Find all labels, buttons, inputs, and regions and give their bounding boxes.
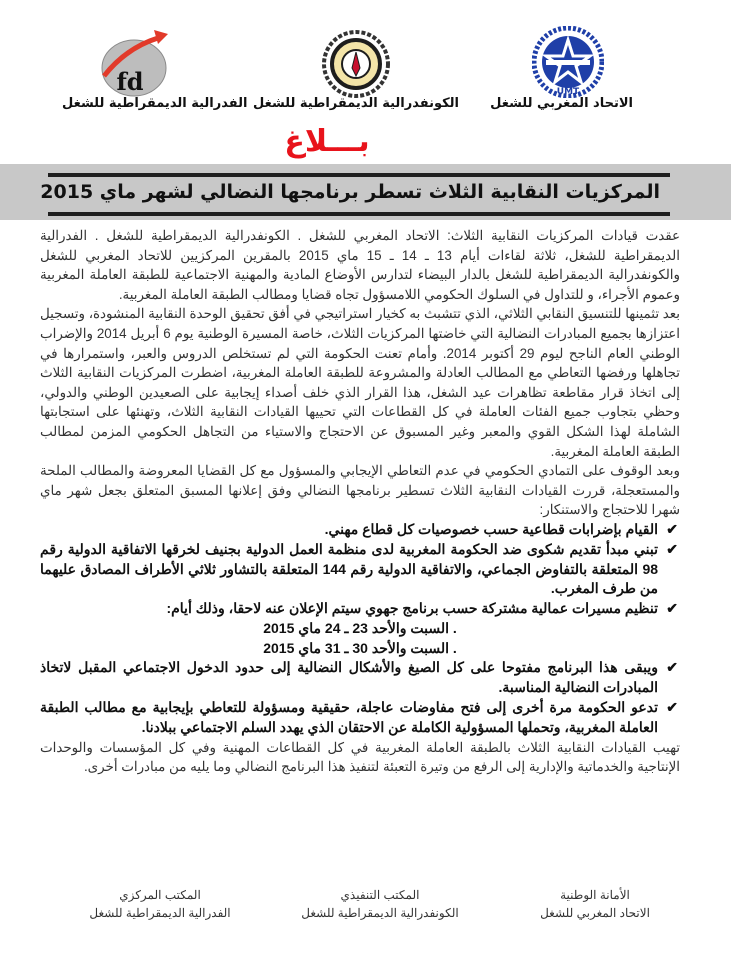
headline-top-rule <box>48 173 670 177</box>
signature-office: الأمانة الوطنية <box>560 888 630 902</box>
signature-office: المكتب التنفيذي <box>340 888 420 902</box>
signature-cdt <box>290 886 470 922</box>
action-text: القيام بإضرابات قطاعية حسب خصوصيات كل قطاع مهني. <box>324 520 658 537</box>
action-text: تدعو الحكومة مرة أخرى إلى فتح مفاوضات عاجلة، حقيقية ومسؤولة للتعاطي بإيجابية مع مطالب الطبقة العاملة المغربية، وتحملها المسؤولية الكاملة عن الاحتقان الذي يهدد السلم الاجتماعي ببلادنا. <box>40 699 658 735</box>
date-line: . السبت والأحد 23 ـ 24 ماي 2015 <box>263 619 457 636</box>
signature-org: الكونفدرالية الديمقراطية للشغل <box>301 906 459 920</box>
checkmark-icon: ✔ <box>666 600 678 617</box>
checkmark-icon: ✔ <box>666 520 678 537</box>
checkmark-icon: ✔ <box>666 659 678 676</box>
cdt-gear-emblem-icon <box>322 30 390 98</box>
date-line: . السبت والأحد 30 ـ 31 ماي 2015 <box>263 639 457 656</box>
umt-caption: الاتحاد المغربي للشغل <box>490 96 633 111</box>
cdt-caption: الكونفدرالية الديمقراطية للشغل <box>253 96 459 111</box>
umt-logo <box>532 26 604 98</box>
closing-paragraph: تهيب القيادات النقابية الثلاث بالطبقة العاملة المغربية في كل القطاعات المهنية وفي كل المؤسسات والوحدات الإنتاجية والخدماتية والإدارية إلى الرفع من وتيرة التعبئة لتنفيذ هذا البرنامج النضالي وما يليه من مبادرات أخرى. <box>40 739 680 775</box>
action-item <box>40 658 680 698</box>
signature-office: المكتب المركزي <box>119 888 201 902</box>
document-body <box>40 226 680 777</box>
svg-text:UMT: UMT <box>556 87 580 97</box>
action-list-2 <box>40 658 680 737</box>
signature-fdt <box>80 886 240 922</box>
action-list-1 <box>40 520 680 619</box>
action-text: تبني مبدأ تقديم شكوى ضد الحكومة المغربية لدى منظمة العمل الدولية بجنيف لخرقها الاتفاقية الدولية رقم 98 المتعلقة بالتفاوض الجماعي، والاتفاقية الدولية رقم 144 المتعلقة بالتشاور ثلاثي الأطراف المصادق عليهما من طرف المغرب. <box>40 540 659 597</box>
cdt-logo <box>322 30 390 98</box>
svg-text:fd: fd <box>116 67 144 96</box>
action-text: ويبقى هذا البرنامج مفتوحا على كل الصيغ والأشكال النضالية إلى حدود الدخول الاجتماعي المقبل لاتخاذ المبادرات النضالية المناسبة. <box>40 659 658 696</box>
fdt-globe-emblem-icon <box>96 28 178 98</box>
context-paragraph: بعد تثمينها للتنسيق النقابي الثلاثي، الذي تتشبث به كخيار استراتيجي في أفق تحقيق الوحدة النقابية المنشودة، وتسجيل اعتزازها بجميع المبادرات النضالية التي خاضتها المركزيات الثلاث، خاصة المسيرة الوطنية يوم 6 أبريل 2014 والإضراب الوطني العام الناجح ليوم 29 أكتوبر 2014. وأمام تعنت الحكومة التي لم تستخلص الدروس والعبر، واستمرارها في تجاهلها ورفضها التعاطي مع المطالب العادلة والمشروعة للطبقة العاملة المغربية، اضطرت المركزيات النقابية الثلاث إلى اتخاذ قرار مقاطعة تظاهرات عيد الشغل، هذا القرار الذي خلف أصداء إيجابية على الصعيدين الوطني والدولي، وحظي بتجاوب جميع الفئات العاملة في كل القطاعات التي تحييها القيادات النقابية الثلاث، وتهنئها على استجابتها الشاملة لهذا الشكل القوي والمعبر وغير المسبوق عن الاحتجاج والاستياء من التجاهل الحكومي المزمن لمطالب الطبقة العاملة المغربية. <box>40 306 680 459</box>
signature-umt <box>520 886 670 922</box>
action-item <box>40 520 680 540</box>
headline-title: المركزيات النقابية الثلاث تسطر برنامجها النضالي لشهر ماي 2015 <box>40 181 660 203</box>
checkmark-icon: ✔ <box>666 699 678 716</box>
fdt-caption: الفدرالية الديمقراطية للشغل <box>62 96 248 111</box>
intro-paragraph: عقدت قيادات المركزيات النقابية الثلاث: الاتحاد المغربي للشغل . الكونفدرالية الديمقراطية للشغل . الفدرالية الديمقراطية للشغل، ثلاثة لقاءات أيام 13 ـ 14 ـ 15 ماي 2015 بالمقرين المركزيين للاتحاد المغربي للشغل والكونفدرالية الديمقراطية للشغل بالدار البيضاء لتدارس الأوضاع المادية والمهنية الاجتماعية للطبقة العاملة المغربية وعموم الأجراء، و للتداول في السلوك الحكومي اللامسؤول تجاه قضايا ومطالب الطبقة العاملة المغربية. <box>40 228 680 302</box>
march-dates <box>40 619 680 659</box>
action-text: تنظيم مسيرات عمالية مشتركة حسب برنامج جهوي سيتم الإعلان عنه لاحقا، وذلك أيام: <box>166 600 658 617</box>
headline-bottom-rule <box>48 212 670 216</box>
fdt-logo <box>96 28 178 98</box>
action-item <box>40 698 680 738</box>
decision-paragraph: وبعد الوقوف على التمادي الحكومي في عدم التعاطي الإيجابي والمسؤول مع كل القضايا المعروضة والمطالب الملحة والمستعجلة، قررت القيادات النقابية الثلاث تسطير برنامجها النضالي وفق إعلانها المسبق المتعلق بجعل شهر ماي شهرا للاحتجاج والاستنكار: <box>40 463 680 518</box>
signature-org: الاتحاد المغربي للشغل <box>540 906 650 920</box>
checkmark-icon: ✔ <box>666 540 678 557</box>
umt-emblem-icon <box>532 26 604 98</box>
action-item <box>40 540 680 599</box>
signature-org: الفدرالية الديمقراطية للشغل <box>89 906 231 920</box>
action-item <box>40 599 680 619</box>
announcement-label: بـــلاغ <box>284 124 370 159</box>
